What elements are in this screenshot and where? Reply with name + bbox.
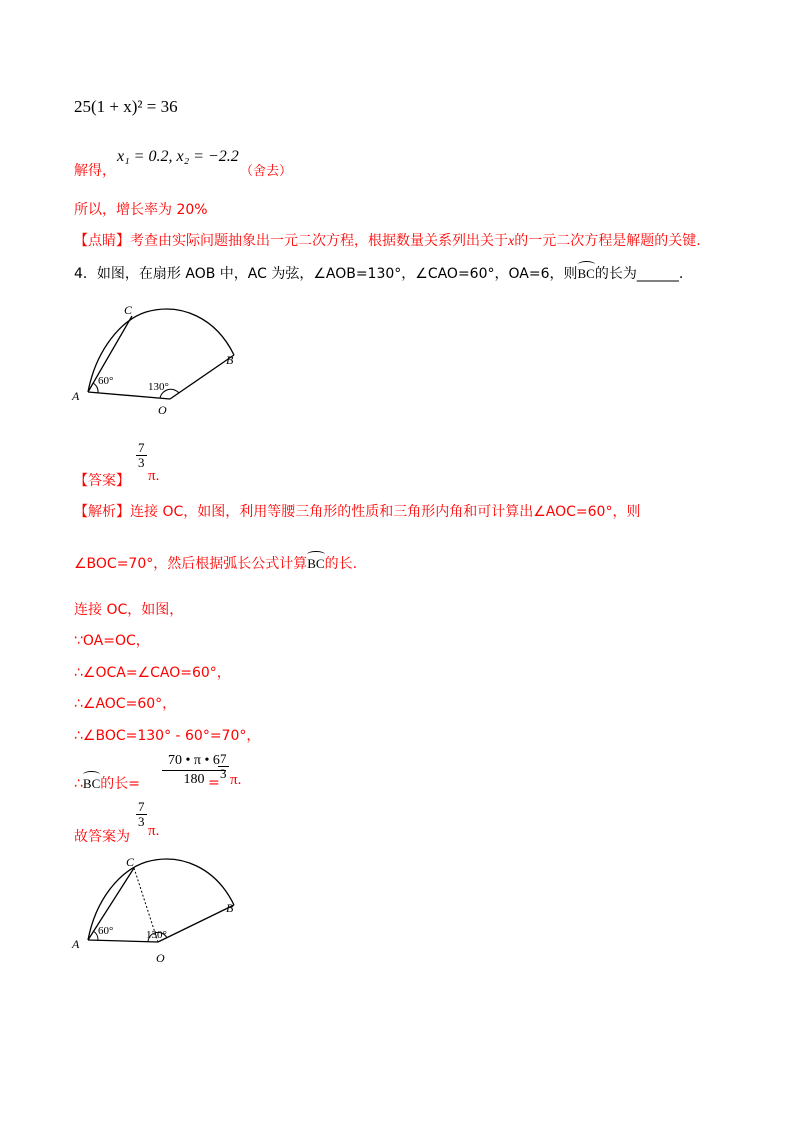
label-o-2: O <box>156 951 165 965</box>
dianjing-line <box>74 230 701 250</box>
step-6-prefix <box>74 773 140 793</box>
question-text-b: 的长为______. <box>594 266 684 282</box>
equation-line: 25(1 + x)² = 36 <box>74 97 178 116</box>
sector-figure-1 <box>66 300 246 415</box>
step-6-result-num: 7 <box>220 751 227 766</box>
analysis-line-1 <box>74 501 640 521</box>
label-angle-60: 60° <box>98 375 114 387</box>
answer-pi: π. <box>148 468 160 484</box>
label-a-2: A <box>72 937 80 951</box>
solution-values: x₁ = 0.2, x₂ = −2.2 <box>117 148 239 165</box>
conclusion-text: 所以，增长率为 20% <box>74 202 208 218</box>
final-num: 7 <box>138 799 145 814</box>
label-o: O <box>158 403 167 415</box>
label-angle-130: 130° <box>148 381 169 393</box>
solution-note: （舍去） <box>240 164 293 179</box>
solution-prefix: 解得， <box>74 163 116 179</box>
label-angle-130-2: 130° <box>146 929 167 941</box>
answer-frac-den: 3 <box>138 455 145 470</box>
answer-frac-num: 7 <box>138 440 145 455</box>
radius-ob-2 <box>158 905 234 942</box>
step-6-eq: = <box>208 775 220 791</box>
analysis-tag: 【解析】 <box>74 504 130 520</box>
step-6-result-fraction <box>218 752 229 781</box>
step-6-therefore: ∴ <box>74 776 83 792</box>
step-4: ∴∠AOC=60°， <box>74 696 177 712</box>
step-6-pi: π. <box>230 772 242 788</box>
radius-oa <box>88 392 170 399</box>
label-b-2: B <box>226 901 234 915</box>
step-6-result-den: 3 <box>220 766 227 781</box>
answer-tag: 【答案】 <box>74 473 130 489</box>
label-b: B <box>226 353 234 367</box>
analysis-text-1: 连接 OC，如图，利用等腰三角形的性质和三角形内角和可计算出∠AOC=60°，则 <box>130 504 641 520</box>
label-c: C <box>124 303 133 317</box>
final-den: 3 <box>138 814 145 829</box>
step-6-den: 180 <box>183 772 205 787</box>
step-1: 连接 OC，如图， <box>74 602 184 618</box>
label-a: A <box>72 389 80 403</box>
step-6-mid: 的长= <box>100 776 140 792</box>
step-2: ∵OA=OC， <box>74 633 150 649</box>
question-text-a: 4．如图，在扇形 AOB 中，AC 为弦，∠AOB=130°，∠CAO=60°，OA=6，则 <box>74 266 578 282</box>
step-6-num: 70 • π • 6 <box>162 752 226 771</box>
dianjing-text-a: 考查由实际问题抽象出一元二次方程，根据数量关系列出关于 <box>130 233 508 249</box>
step-3: ∴∠OCA=∠CAO=60°， <box>74 665 231 681</box>
question-arc-bc: BC <box>577 266 595 281</box>
label-c-2: C <box>126 855 135 869</box>
analysis-text-2b: 的长. <box>324 556 358 572</box>
final-fraction <box>136 800 147 829</box>
analysis-line-2 <box>74 553 357 573</box>
dianjing-x: x <box>508 234 515 249</box>
final-pi: π. <box>148 823 160 839</box>
step-5: ∴∠BOC=130° - 60°=70°， <box>74 728 261 744</box>
step-6-arc-bc: BC <box>82 776 101 791</box>
sector-figure-2 <box>66 850 246 968</box>
analysis-text-2a: ∠BOC=70°，然后根据弧长公式计算 <box>74 556 308 572</box>
question-line <box>74 263 683 283</box>
answer-fraction <box>136 441 147 470</box>
dianjing-tag: 【点睛】 <box>74 233 130 249</box>
label-angle-60-2: 60° <box>98 925 114 937</box>
radius-ob <box>170 355 234 399</box>
analysis-arc-bc: BC <box>307 556 325 571</box>
dianjing-text-b: 的一元二次方程是解题的关键. <box>514 233 701 249</box>
final-prefix: 故答案为 <box>74 829 130 845</box>
